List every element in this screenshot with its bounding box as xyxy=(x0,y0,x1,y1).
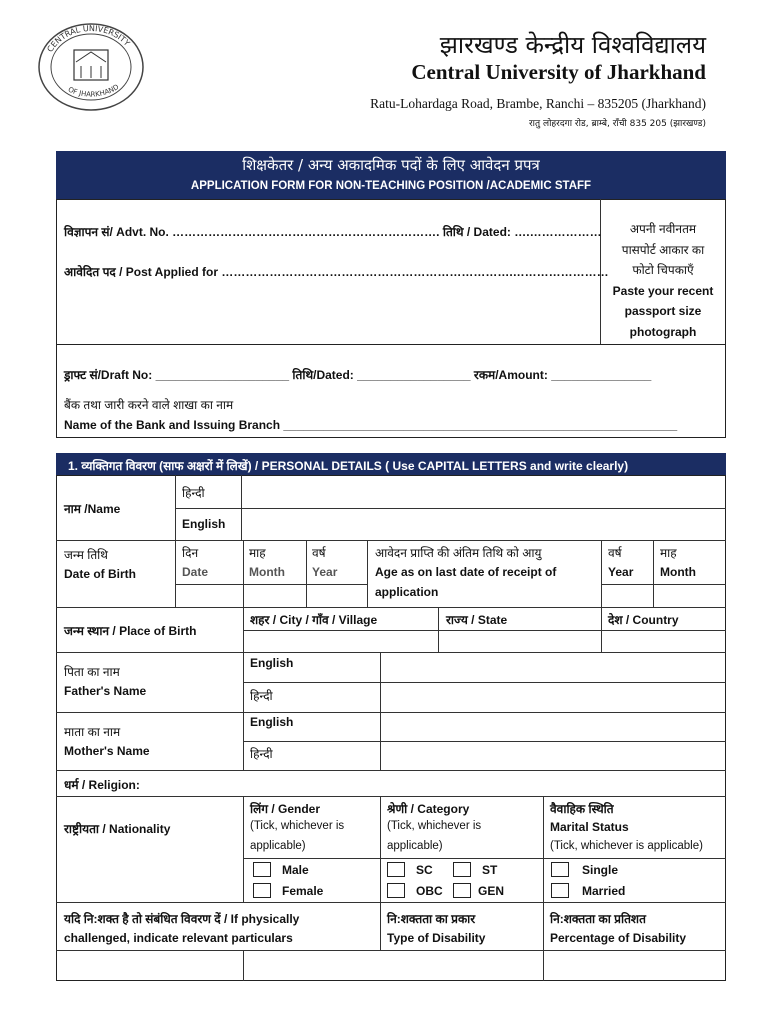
university-name-english: Central University of Jharkhand xyxy=(411,60,706,84)
name-english-input[interactable] xyxy=(242,509,725,539)
father-hindi-input[interactable] xyxy=(381,683,725,711)
age-month-hindi: माह xyxy=(660,546,677,560)
mother-label-hindi: माता का नाम xyxy=(64,725,121,739)
married-label: Married xyxy=(582,884,626,898)
state-input[interactable] xyxy=(439,631,600,651)
pob-label: जन्म स्थान / Place of Birth xyxy=(64,624,197,638)
male-checkbox[interactable] xyxy=(253,862,271,877)
st-label: ST xyxy=(482,863,498,877)
disability-type-input[interactable] xyxy=(244,951,542,980)
age-label-hindi: आवेदन प्राप्ति की अंतिम तिथि को आयु xyxy=(375,546,542,560)
category-tick-1: (Tick, whichever is xyxy=(387,820,482,832)
gender-tick-1: (Tick, whichever is xyxy=(250,820,345,832)
state-label: राज्य / State xyxy=(446,613,508,627)
father-hindi-label: हिन्दी xyxy=(250,689,273,703)
age-year-label: Year xyxy=(608,565,634,579)
obc-label: OBC xyxy=(416,884,443,898)
disability-percent-input[interactable] xyxy=(544,951,725,980)
dob-year-label: Year xyxy=(312,565,338,579)
disability-type-hindi: नि:शक्तता का प्रकार xyxy=(387,912,476,926)
form-title-hindi: शिक्षकेतर / अन्य अकादमिक पदों के लिए आवेदन प्रपत्र xyxy=(242,156,540,174)
age-year-input[interactable] xyxy=(602,585,652,606)
svg-text:CENTRAL UNIVERSITY: CENTRAL UNIVERSITY xyxy=(45,23,132,54)
father-label-english: Father's Name xyxy=(64,684,147,698)
dob-month-input[interactable] xyxy=(244,585,305,606)
city-input[interactable] xyxy=(244,631,437,651)
bank-branch-field[interactable]: Name of the Bank and Issuing Branch ___________________________________________________________ xyxy=(64,418,678,432)
gen-checkbox[interactable] xyxy=(453,883,471,898)
dob-day-input[interactable] xyxy=(176,585,242,606)
name-hindi-label: हिन्दी xyxy=(182,486,205,500)
married-checkbox[interactable] xyxy=(551,883,569,898)
university-address: Ratu-Lohardaga Road, Brambe, Ranchi – 835205 (Jharkhand) xyxy=(370,96,706,111)
personal-details-header: 1. व्यक्तिगत विवरण (साफ अक्षरों में लिखें) / PERSONAL DETAILS ( Use CAPITAL LETTERS and write clearly) xyxy=(56,453,726,475)
marital-label-hindi: वैवाहिक स्थिति xyxy=(550,802,614,816)
single-label: Single xyxy=(582,863,619,877)
nationality-label: राष्ट्रीयता / Nationality xyxy=(64,822,171,836)
obc-checkbox[interactable] xyxy=(387,883,405,898)
dob-year-hindi: वर्ष xyxy=(312,546,326,560)
female-checkbox[interactable] xyxy=(253,883,271,898)
father-english-input[interactable] xyxy=(381,653,725,681)
country-label: देश / Country xyxy=(608,613,679,627)
dob-label-hindi: जन्म तिथि xyxy=(64,548,108,562)
disability-type-label: Type of Disability xyxy=(387,931,486,945)
category-label: श्रेणी / Category xyxy=(387,802,470,816)
city-label: शहर / City / गाँव / Village xyxy=(250,613,378,627)
sc-label: SC xyxy=(416,863,433,877)
name-label: नाम /Name xyxy=(64,502,121,516)
form-title-english: APPLICATION FORM FOR NON-TEACHING POSITION /ACADEMIC STAFF xyxy=(190,180,592,192)
dob-day-hindi: दिन xyxy=(182,546,199,560)
dob-month-hindi: माह xyxy=(249,546,266,560)
dob-label-english: Date of Birth xyxy=(64,567,136,581)
age-month-label: Month xyxy=(660,565,696,579)
disability-percent-hindi: नि:शक्तता का प्रतिशत xyxy=(550,912,646,926)
gender-tick-2: applicable) xyxy=(250,840,306,852)
photo-box[interactable]: अपनी नवीनतम पासपोर्ट आकार का फोटो चिपकाएँ Paste your recent passport size photograph xyxy=(612,222,714,339)
draft-details-field[interactable]: ड्राफ्ट सं/Draft No: ____________________ तिथि/Dated: _________________ रकम/Amount: _______________ xyxy=(64,368,652,382)
disability-label-2: challenged, indicate relevant particulars xyxy=(64,931,293,945)
age-month-input[interactable] xyxy=(654,585,725,606)
gender-label: लिंग / Gender xyxy=(250,802,321,816)
mother-english-label: English xyxy=(250,715,294,729)
single-checkbox[interactable] xyxy=(551,862,569,877)
university-address-hindi: रातु लोहरदगा रोड, ब्राम्बे, राँची 835 205 (झारखण्ड) xyxy=(528,119,706,129)
mother-english-input[interactable] xyxy=(381,713,725,740)
age-label-english-2: application xyxy=(375,585,439,599)
svg-text:OF JHARKHAND: OF JHARKHAND xyxy=(66,82,121,99)
dob-year-input[interactable] xyxy=(307,585,366,606)
name-hindi-input[interactable] xyxy=(242,476,725,507)
marital-label-english: Marital Status xyxy=(550,820,629,834)
sc-checkbox[interactable] xyxy=(387,862,405,877)
post-applied-field[interactable]: आवेदित पद / Post Applied for ……………………………………………………………….…………………… xyxy=(64,265,609,279)
category-tick-2: applicable) xyxy=(387,840,443,852)
age-label-english: Age as on last date of receipt of xyxy=(375,565,557,579)
dob-month-label: Month xyxy=(249,565,285,579)
age-year-hindi: वर्ष xyxy=(608,546,622,560)
male-label: Male xyxy=(282,863,309,877)
bank-label-hindi: बैंक तथा जारी करने वाले शाखा का नाम xyxy=(64,398,234,412)
disability-label-1: यदि नि:शक्त है तो संबंधित विवरण दें / If physically xyxy=(64,912,300,926)
university-logo xyxy=(36,22,146,112)
father-english-label: English xyxy=(250,656,294,670)
mother-label-english: Mother's Name xyxy=(64,744,150,758)
mother-hindi-label: हिन्दी xyxy=(250,747,273,761)
country-input[interactable] xyxy=(602,631,725,651)
father-label-hindi: पिता का नाम xyxy=(64,665,120,679)
university-name-hindi: झारखण्ड केन्द्रीय विश्वविद्यालय xyxy=(439,31,706,59)
st-checkbox[interactable] xyxy=(453,862,471,877)
disability-particulars-input[interactable] xyxy=(57,951,242,980)
name-english-label: English xyxy=(182,517,226,531)
disability-percent-label: Percentage of Disability xyxy=(550,931,687,945)
dob-day-label: Date xyxy=(182,565,209,579)
female-label: Female xyxy=(282,884,324,898)
religion-field[interactable]: धर्म / Religion: xyxy=(64,778,140,792)
gen-label: GEN xyxy=(478,884,505,898)
advt-no-field[interactable]: विज्ञापन सं/ Advt. No. …………………………………………………………. तिथि / Dated: ….……………… xyxy=(64,225,602,239)
marital-tick: (Tick, whichever is applicable) xyxy=(550,840,703,852)
form-title-band xyxy=(56,151,726,199)
mother-hindi-input[interactable] xyxy=(381,742,725,769)
